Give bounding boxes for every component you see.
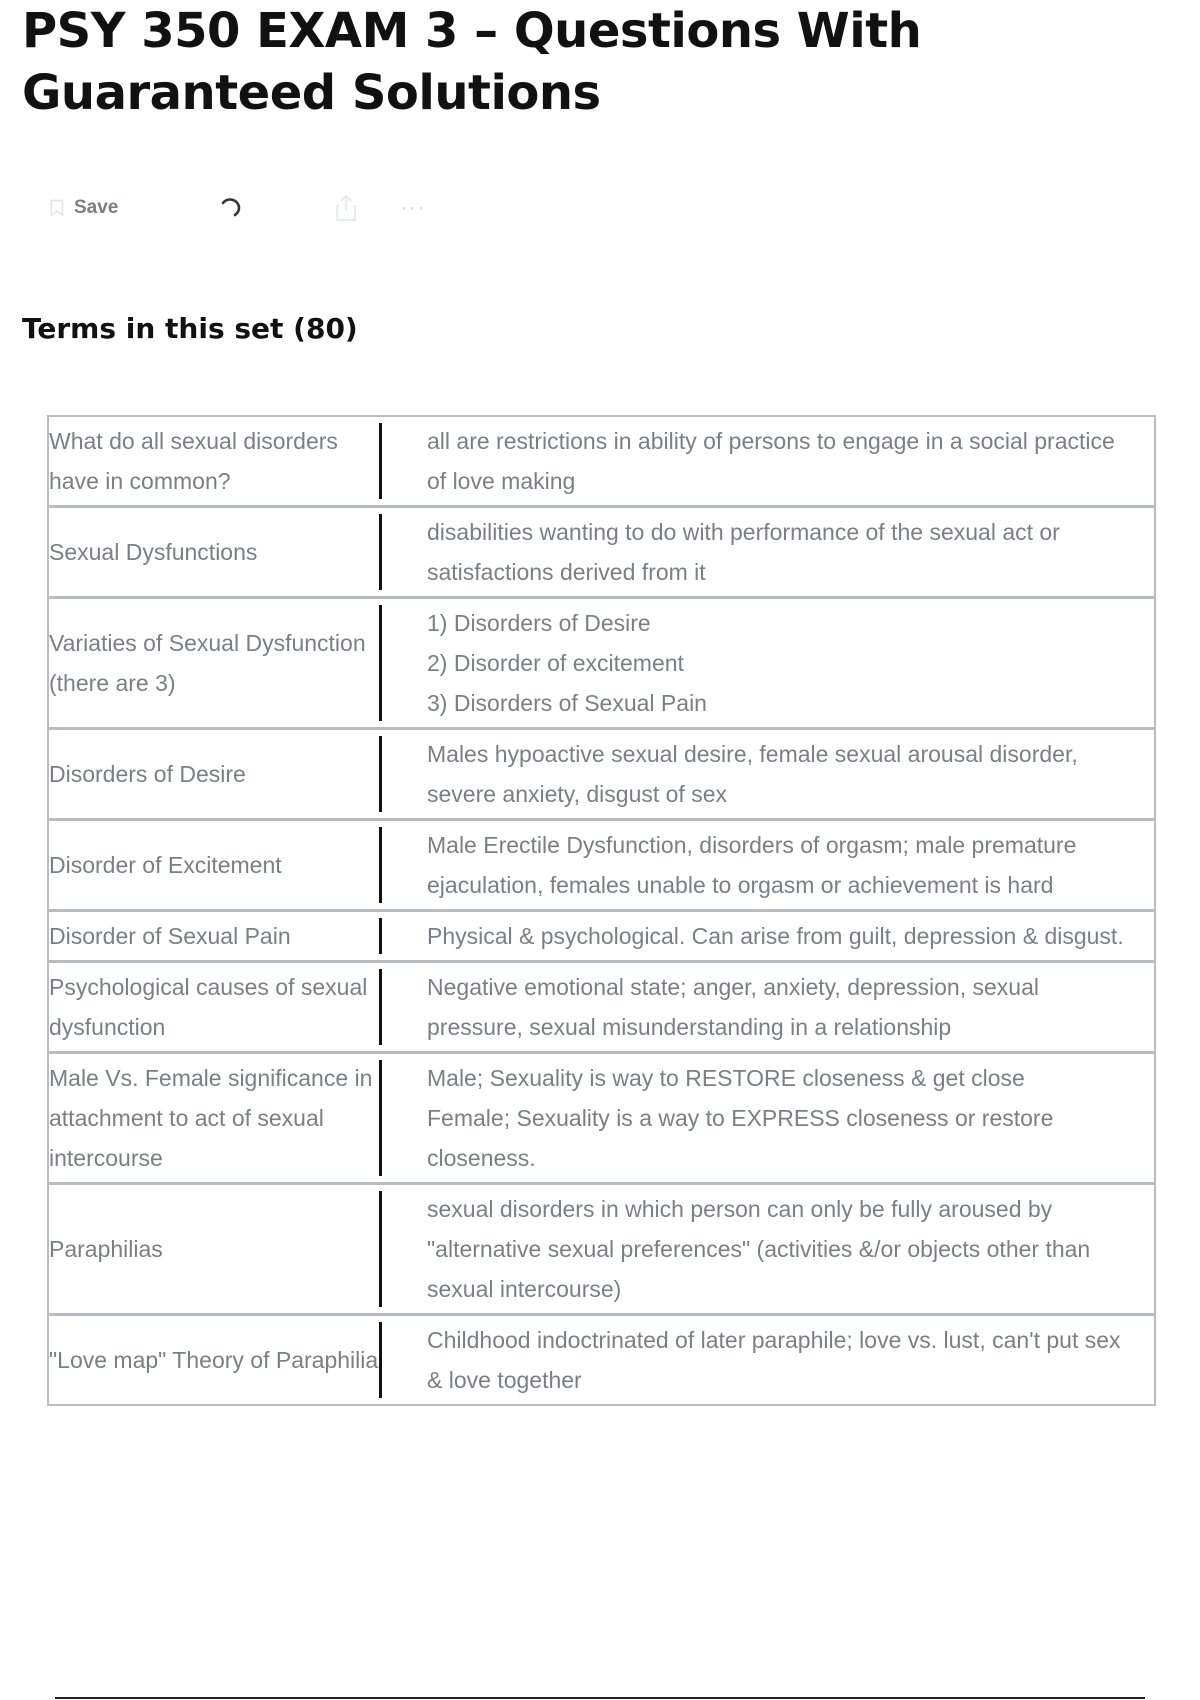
column-divider	[379, 969, 382, 1045]
term-text: Disorders of Desire	[49, 761, 246, 787]
definition-cell	[379, 820, 1155, 911]
definition-text: Negative emotional state; anger, anxiety, depression, sexual pressure, sexual misunderstanding in a relationship	[427, 974, 1039, 1040]
column-divider	[379, 423, 382, 499]
term-text: Disorder of Sexual Pain	[49, 923, 291, 949]
term-cell	[48, 1315, 379, 1406]
definition-cell	[379, 598, 1155, 729]
definition-cell	[379, 1184, 1155, 1315]
definition-text: Male; Sexuality is way to RESTORE closeness & get close Female; Sexuality is a way to EXPRESS closeness or restore closeness.	[427, 1065, 1054, 1171]
table-row	[48, 1184, 1155, 1315]
definition-text: Childhood indoctrinated of later paraphile; love vs. lust, can't put sex & love together	[427, 1327, 1121, 1393]
definition-cell	[379, 962, 1155, 1053]
term-cell	[48, 416, 379, 507]
column-divider	[379, 1191, 382, 1307]
bottom-divider	[55, 1697, 1145, 1699]
table-row	[48, 598, 1155, 729]
definition-cell	[379, 729, 1155, 820]
save-label: Save	[74, 197, 119, 218]
table-row	[48, 1315, 1155, 1406]
table-row	[48, 820, 1155, 911]
definition-text: all are restrictions in ability of persons to engage in a social practice of love making	[427, 428, 1115, 494]
column-divider	[379, 605, 382, 721]
definition-text: 1) Disorders of Desire 2) Disorder of excitement 3) Disorders of Sexual Pain	[427, 610, 707, 716]
definition-text: disabilities wanting to do with performance of the sexual act or satisfactions derived from it	[427, 519, 1060, 585]
toolbar	[50, 188, 510, 228]
table-row	[48, 911, 1155, 962]
term-text: Psychological causes of sexual dysfunction	[49, 974, 368, 1040]
page-title: PSY 350 EXAM 3 – Questions With Guaranteed Solutions	[22, 3, 922, 121]
more-icon[interactable]: ···	[400, 196, 427, 219]
term-cell	[48, 507, 379, 598]
table-row	[48, 507, 1155, 598]
definition-cell	[379, 1053, 1155, 1184]
term-cell	[48, 962, 379, 1053]
term-text: What do all sexual disorders have in common?	[49, 428, 338, 494]
column-divider	[379, 514, 382, 590]
spinner-icon	[218, 195, 244, 221]
term-cell	[48, 729, 379, 820]
definition-text: Male Erectile Dysfunction, disorders of orgasm; male premature ejaculation, females unable to orgasm or achievement is hard	[427, 832, 1077, 898]
bookmark-icon	[50, 199, 64, 217]
definition-cell	[379, 416, 1155, 507]
column-divider	[379, 1060, 382, 1176]
term-text: Variaties of Sexual Dysfunction (there are 3)	[49, 630, 366, 696]
term-text: Disorder of Excitement	[49, 852, 282, 878]
column-divider	[379, 1322, 382, 1398]
definition-text: Males hypoactive sexual desire, female sexual arousal disorder, severe anxiety, disgust of sex	[427, 741, 1078, 807]
table-row	[48, 1053, 1155, 1184]
term-text: Male Vs. Female significance in attachment to act of sexual intercourse	[49, 1065, 373, 1171]
definition-cell	[379, 911, 1155, 962]
definition-text: Physical & psychological. Can arise from guilt, depression & disgust.	[427, 923, 1124, 949]
term-cell	[48, 820, 379, 911]
term-cell	[48, 1184, 379, 1315]
definition-text: sexual disorders in which person can only be fully aroused by "alternative sexual preferences" (activities &/or objects other than sexual intercourse)	[427, 1196, 1091, 1302]
term-text: Paraphilias	[49, 1236, 163, 1262]
save-button[interactable]	[50, 197, 118, 219]
column-divider	[379, 827, 382, 903]
term-cell	[48, 911, 379, 962]
definition-cell	[379, 507, 1155, 598]
term-cell	[48, 1053, 379, 1184]
terms-table	[47, 415, 1156, 1406]
table-row	[48, 416, 1155, 507]
term-text: "Love map" Theory of Paraphilia	[49, 1347, 379, 1373]
table-row	[48, 962, 1155, 1053]
column-divider	[379, 918, 382, 954]
definition-cell	[379, 1315, 1155, 1406]
term-text: Sexual Dysfunctions	[49, 539, 258, 565]
terms-heading: Terms in this set (80)	[22, 312, 358, 345]
table-row	[48, 729, 1155, 820]
column-divider	[379, 736, 382, 812]
share-icon[interactable]	[334, 194, 358, 222]
term-cell	[48, 598, 379, 729]
